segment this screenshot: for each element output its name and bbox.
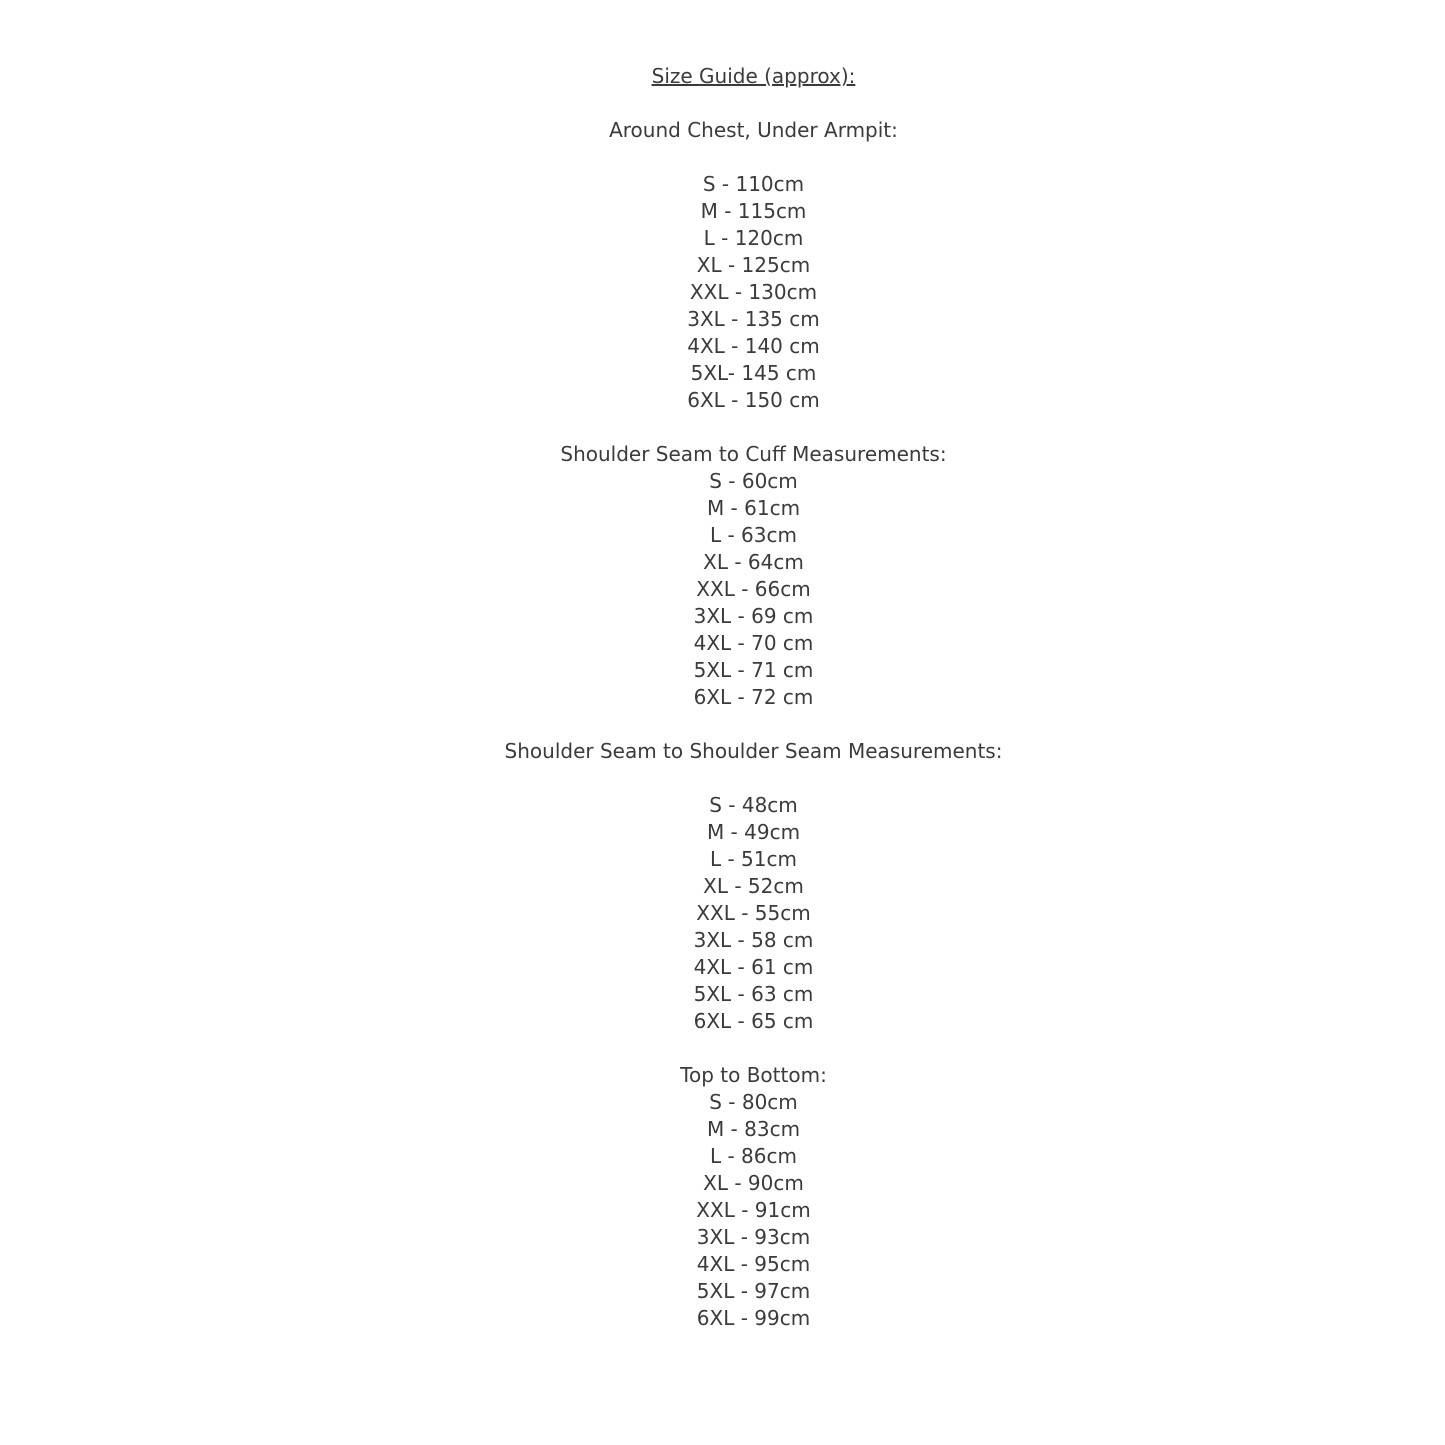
size-line: 4XL - 61 cm [693, 955, 814, 979]
size-line: M - 83cm [706, 1117, 801, 1141]
size-lines [62, 1089, 1445, 1332]
size-line: L - 120cm [703, 226, 804, 250]
size-line: S - 48cm [709, 793, 798, 817]
size-section [62, 441, 1445, 711]
size-line: L - 86cm [709, 1144, 797, 1168]
size-line: 5XL - 63 cm [693, 982, 814, 1006]
size-line: S - 110cm [702, 172, 805, 196]
size-line: M - 61cm [706, 496, 801, 520]
size-line: M - 115cm [700, 199, 807, 223]
size-line: 3XL - 93cm [696, 1225, 811, 1249]
size-section [62, 1062, 1445, 1332]
size-line: 3XL - 69 cm [693, 604, 814, 628]
size-line: M - 49cm [706, 820, 801, 844]
size-line: L - 51cm [709, 847, 797, 871]
size-line: 5XL - 71 cm [693, 658, 814, 682]
size-lines [62, 171, 1445, 414]
size-line: 6XL - 65 cm [693, 1009, 814, 1033]
size-line: 6XL - 99cm [696, 1306, 811, 1330]
size-line: XXL - 55cm [696, 901, 811, 925]
size-line: XXL - 91cm [696, 1198, 811, 1222]
size-line: XXL - 66cm [696, 577, 811, 601]
size-line: XXL - 130cm [689, 280, 818, 304]
section-heading: Shoulder Seam to Shoulder Seam Measurements: [504, 739, 1003, 763]
size-line: XL - 52cm [703, 874, 804, 898]
size-section [62, 738, 1445, 1035]
section-heading: Top to Bottom: [680, 1063, 827, 1087]
size-lines [62, 468, 1445, 711]
size-line: XL - 64cm [703, 550, 804, 574]
size-line: XL - 90cm [703, 1171, 804, 1195]
page-title: Size Guide (approx): [651, 64, 856, 88]
section-heading: Shoulder Seam to Cuff Measurements: [560, 442, 947, 466]
size-line: S - 80cm [709, 1090, 798, 1114]
size-section [62, 117, 1445, 414]
size-line: 3XL - 135 cm [687, 307, 820, 331]
size-sections [62, 117, 1445, 1332]
size-line: L - 63cm [709, 523, 797, 547]
size-line: 5XL- 145 cm [690, 361, 817, 385]
size-line: XL - 125cm [696, 253, 811, 277]
section-heading: Around Chest, Under Armpit: [609, 118, 898, 142]
size-line: 3XL - 58 cm [693, 928, 814, 952]
size-line: 6XL - 150 cm [687, 388, 820, 412]
size-line: S - 60cm [709, 469, 798, 493]
size-lines [62, 792, 1445, 1035]
size-line: 5XL - 97cm [696, 1279, 811, 1303]
size-line: 6XL - 72 cm [693, 685, 814, 709]
size-line: 4XL - 95cm [696, 1252, 811, 1276]
size-line: 4XL - 140 cm [687, 334, 820, 358]
size-line: 4XL - 70 cm [693, 631, 814, 655]
